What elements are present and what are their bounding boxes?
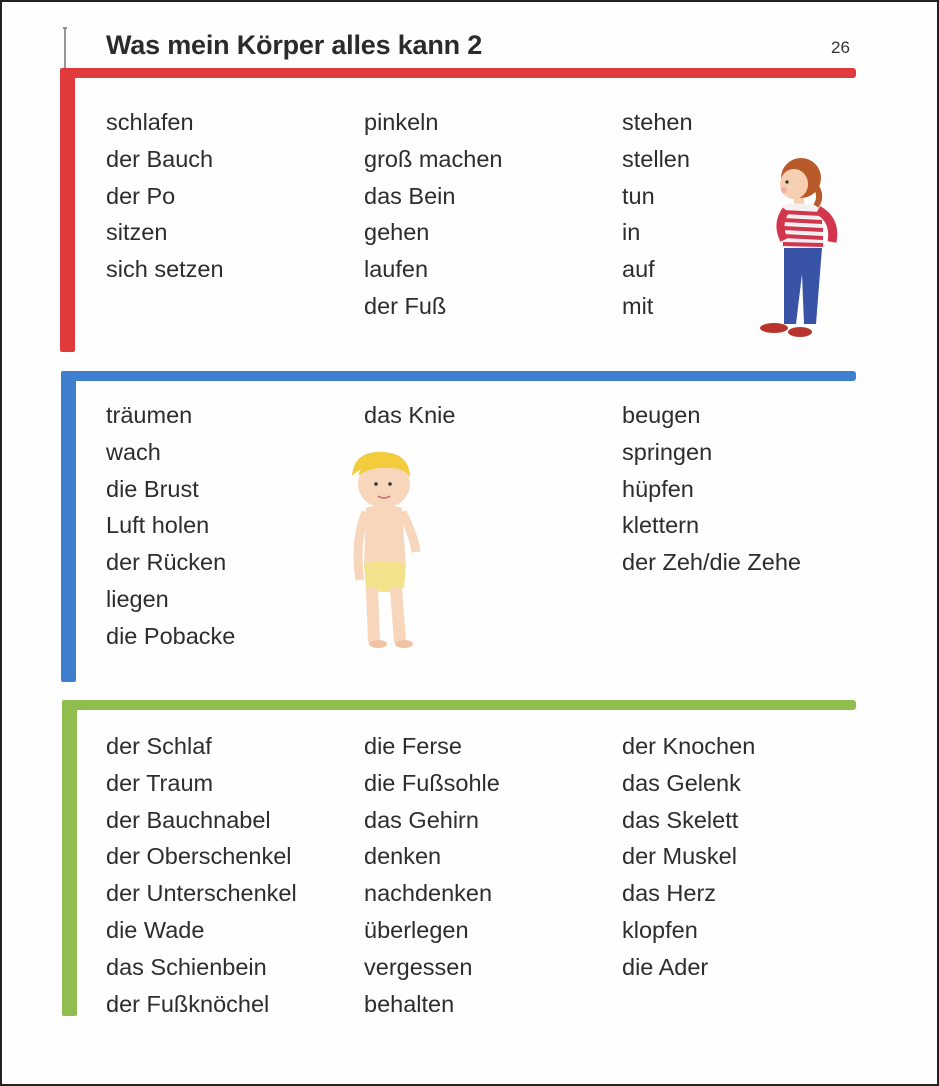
word: schlafen [106,109,194,135]
word: tun [622,182,655,209]
word: die Wade [106,916,205,943]
word: sich setzen [106,256,224,283]
word: mit [622,292,654,319]
section-3-column-1 [106,728,297,1022]
word: das Knie [364,402,456,428]
section-1-column-2 [364,104,502,325]
girl-illustration [754,154,844,340]
word: die Ader [622,953,709,980]
section-1-column-1 [106,104,224,288]
section-3-top-border [62,700,856,710]
word: das Schienbein [106,953,267,980]
section-3-column-3 [622,728,755,986]
word: liegen [106,585,169,612]
word: pinkeln [364,109,439,135]
section-2-column-1 [106,397,235,655]
page-title: Was mein Körper alles kann 2 [106,30,483,60]
section-2-side-border [61,371,76,682]
word: das Gehirn [364,806,479,833]
word: beugen [622,402,701,428]
word: klopfen [622,916,698,943]
page-number: 26 [831,38,850,57]
word: klettern [622,512,700,539]
word: stehen [622,109,693,135]
section-2-column-2 [364,397,455,434]
word: das Gelenk [622,769,741,796]
word: der Bauchnabel [106,806,271,833]
word: die Pobacke [106,622,236,649]
section-1-side-border [60,68,75,352]
word: das Skelett [622,806,739,833]
section-1-top-border [62,68,856,78]
word: der Bauch [106,145,214,172]
word: der Oberschenkel [106,843,292,870]
word: laufen [364,256,429,283]
section-1-column-3 [622,104,693,325]
word: der Rücken [106,549,227,576]
word: nachdenken [364,880,493,907]
word: der Fußknöchel [106,990,270,1017]
word: die Fußsohle [364,769,500,796]
child-illustration [344,446,428,650]
word: in [622,219,641,246]
word: groß machen [364,145,503,172]
word: das Herz [622,880,717,907]
word: träumen [106,402,193,428]
word: auf [622,256,655,283]
section-2-top-border [62,371,856,381]
word: der Zeh/die Zehe [622,549,801,576]
word: der Muskel [622,843,737,870]
word: behalten [364,990,455,1017]
word: die Brust [106,475,199,502]
word: der Unterschenkel [106,880,297,907]
word: der Schlaf [106,733,212,759]
word: stellen [622,145,690,172]
word: der Fuß [364,292,447,319]
word: springen [622,438,713,465]
section-2-column-3 [622,397,801,581]
word: das Bein [364,182,456,209]
word: Luft holen [106,512,210,539]
section-3-side-border [62,700,77,1016]
word: der Knochen [622,733,756,759]
word: die Ferse [364,733,462,759]
word: denken [364,843,442,870]
section-3-column-2 [364,728,500,1022]
word: wach [106,438,161,465]
word: hüpfen [622,475,694,502]
word: gehen [364,219,430,246]
word: sitzen [106,219,168,246]
word: überlegen [364,916,469,943]
word: vergessen [364,953,473,980]
word: der Po [106,182,176,209]
word: der Traum [106,769,214,796]
